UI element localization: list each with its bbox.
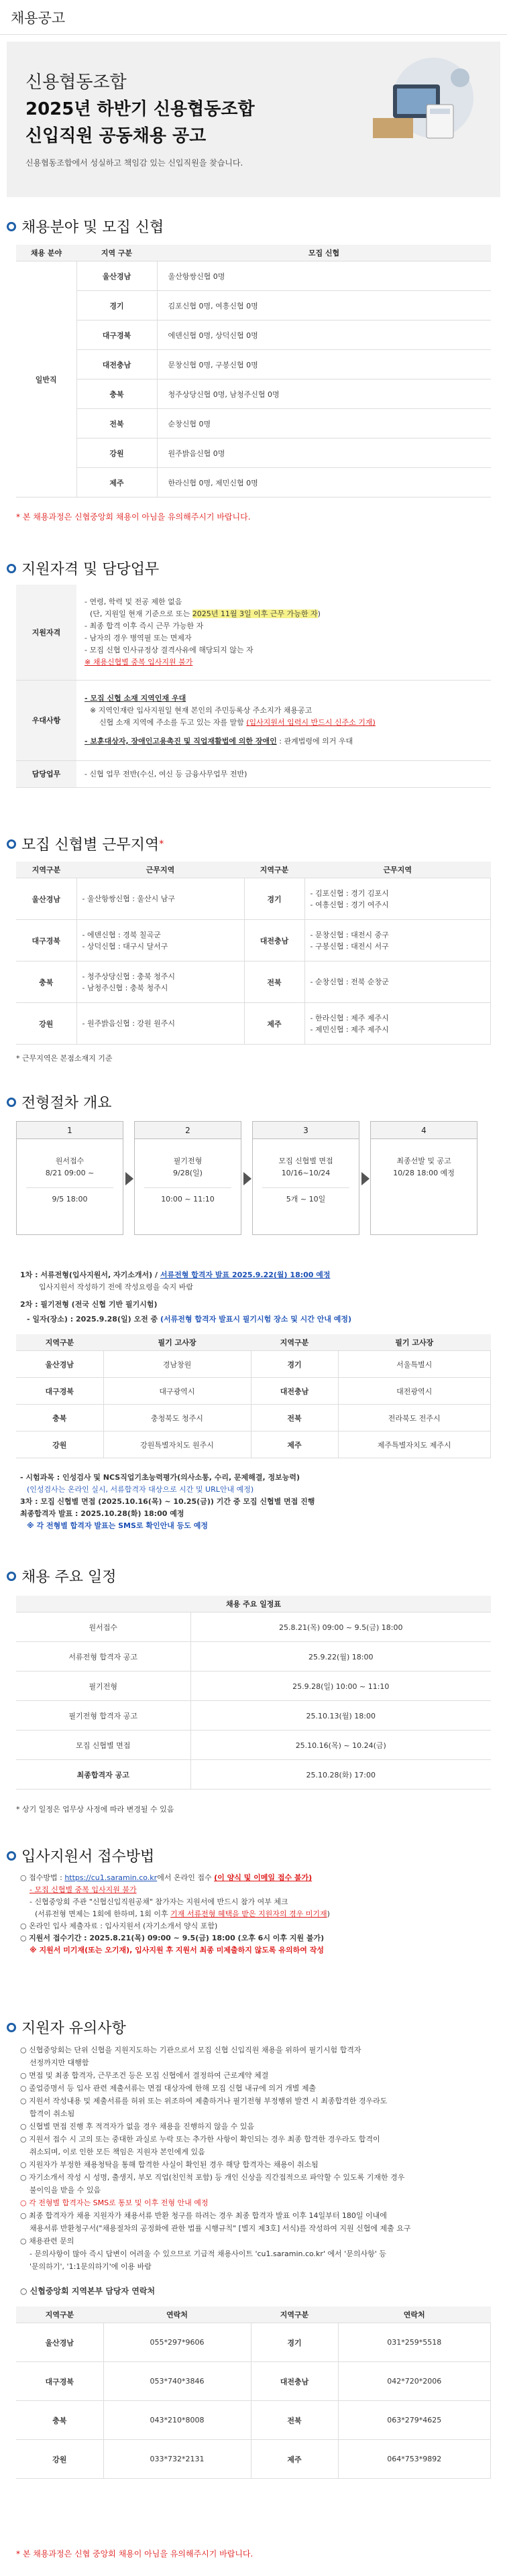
list-item: 채용서류 반환청구서("채용절차의 공정화에 관한 법률 시행규칙" [별지 제3호] 서식)를 작성하여 지원 신협에 제출 요구	[30, 2224, 411, 2233]
hero-desc: 신용협동조합에서 성실하고 책임감 있는 신입직원을 찾습니다.	[25, 158, 243, 168]
contact-title: ○ 신협중앙회 지역본부 담당자 연락처	[20, 2286, 156, 2296]
section-bullet-icon	[7, 839, 16, 849]
step-number: 2	[135, 1122, 241, 1139]
section-title-notice: 지원자 유의사항	[7, 2017, 126, 2038]
hero-line1: 신용협동조합	[25, 72, 127, 93]
qualification-table: 지원자격 - 연령, 학력 및 전공 제한 없음 (단, 지원일 현재 기준으로 또는 2025년 11월 3일 이후 근무 가능한 자) - 최종 합격 이후 즉시 근무 가능한 자 - 남자의 경우 병역필 또는 면제자 - 모집 신협 인사규정상 결격사유에 해당되지 않는 자 ※ 채용신협별 중복 입사지원 불가 우대사항 - 모집 신협 소재 지역인재 우대 ※ 지역인재란 입사지원일 현재 본인의 주민등록상 주소지가 채용공고 신협 소재 지역에 주소를 두고 있는 자를 말함 (입사지원서 입력시 반드시 신주소 기재) - 보훈대상자, 장애인고용촉진 및 직업재활법에 의한 장애인 : 관계법령에 의거 우대 담당업무 - 신협 업무 전반(수신, 여신 등 금융사무업무 전반)	[16, 585, 491, 788]
table-row: 대구경북 053*740*3846 대전충남 042*720*2006	[16, 2362, 491, 2401]
sec7-note: * 본 채용과정은 신협 중앙회 채용이 아님을 유의해주시기 바랍니다.	[16, 2549, 253, 2559]
table-row: 대구경북 대구광역시 대전충남 대전광역시	[16, 1378, 491, 1405]
table-row: 충북 - 청주상당신협 : 충북 청주시 - 남청주신협 : 충북 청주시 전북 - 순창신협 : 전북 순창군	[16, 961, 491, 1003]
sec5-note: * 상기 일정은 업무상 사정에 따라 변경될 수 있음	[16, 1805, 174, 1814]
table-row: 경기 김포신협 0명, 여흥신협 0명	[16, 291, 491, 320]
table-row: 강원 033*732*2131 제주 064*753*9892	[16, 2440, 491, 2479]
list-item: ○ 지원서 작성내용 및 제출서류를 허위 또는 위조하여 제출하거나 필기전형 부정행위 발견 시 최종합격한 경우라도	[20, 2097, 388, 2105]
table-row: 모집 신협별 면접 25.10.16(목) ~ 10.24(금)	[16, 1731, 491, 1760]
table-row: 강원 강원특별자치도 원주시 제주 제주특별자치도 제주시	[16, 1431, 491, 1458]
section-bullet-icon	[7, 564, 16, 573]
office-illustration-icon	[346, 58, 480, 158]
list-item: 불이익을 받을 수 있음	[30, 2186, 101, 2194]
section-bullet-icon	[7, 2023, 16, 2032]
process-step: 2 필기전형 9/28(일) 10:00 ~ 11:10	[134, 1121, 241, 1235]
hero-line2: 2025년 하반기 신용협동조합	[25, 99, 255, 119]
table-row: 울산경남 055*297*9606 경기 031*259*5518	[16, 2323, 491, 2362]
exam-notes: - 시험과목 : 인성검사 및 NCS직업기초능력평가(의사소통, 수리, 문제해결, 정보능력) (인성검사는 온라인 실시, 서류합격자 대상으로 시간 및 URL안내 예정) 3차 : 모집 신협별 면접 (2025.10.16(목) ~ 10.25(금)) 기간 중 모집 신협별 면접 진행 최종합격자 발표 : 2025.10.28(화) 18:00 예정 ※ 각 전형별 합격자 발표는 SMS로 확인안내 등도 예정	[20, 1473, 315, 1530]
table-row: 최종합격자 공고 25.10.28(화) 17:00	[16, 1760, 491, 1790]
table-row: 충북 043*210*8008 전북 063*279*4625	[16, 2401, 491, 2440]
list-item: 선정까지만 대행함	[30, 2058, 89, 2067]
section-title-work-region: 모집 신협별 근무지역 *	[7, 833, 164, 854]
table-row: 대구경북 - 에덴신협 : 경북 칠곡군 - 상덕신협 : 대구시 달서구 대전충남 - 문창신협 : 대전시 중구 - 구봉신협 : 대전시 서구	[16, 920, 491, 961]
list-item: '문의하기', '1:1문의하기'에 이용 바람	[30, 2262, 152, 2271]
table-row: 제주 한라신협 0명, 제민신협 0명	[16, 468, 491, 497]
step-number: 4	[371, 1122, 477, 1139]
sec3-note: * 근무지역은 본점소재지 기준	[16, 1054, 113, 1063]
application-method: ○ 접수방법 : https://cu1.saramin.co.kr에서 온라인 접수 (이 양식 및 이메일 접수 불가) - 모집 신협별 중복 입사지원 불가 - 신협중앙회 주관 "신협신입직원공채" 참가자는 지원서에 반드시 참가 여부 체크 (서류전형 면제는 1회에 한하며, 1회 이후 기재 서류전형 혜택을 받은 지원자의 경우 미기재) ○ 온라인 입사 제출자료 : 입사지원서 (자기소개서 양식 포함) ○ 지원서 접수기간 : 2025.8.21(목) 09:00 ~ 9.5(금) 18:00 (오후 6시 이후 지원 불가) ※ 지원서 미기재(또는 오기재), 입사지원 후 지원서 최종 미제출하지 않도록 유의하여 작성	[20, 1873, 330, 1954]
table-row: 일반직 울산경남 울산항쌍신협 0명	[16, 261, 491, 291]
arrow-right-icon	[125, 1172, 133, 1185]
notice-list	[20, 2044, 496, 2273]
process-step: 1 원서접수 8/21 09:00 ~ 9/5 18:00	[16, 1121, 123, 1235]
work-region-table: 지역구분 근무지역 지역구분 근무지역 울산경남 - 울산항쌍신협 : 울산시 남구 경기 - 김포신협 : 경기 김포시 - 여흥신협 : 경기 여주시 대구경북 - 에덴신협 : 경북 칠곡군 - 상덕신협 : 대구시 달서구 대전충남 - 문창신협 : 대전시 중구 - 구봉신협 : 대전시 서구 충북 - 청주상당신협 : 충북 청주시 - 남청주신협 : 충북 청주시 전북 - 순창신협 : 전북 순창군 강원 - 원주밝음신협 : 강원 원주시 제주 - 한라신협 : 제주 제주시 - 제민신협 : 제주 제주시	[16, 862, 491, 1045]
field-cell: 일반직	[16, 261, 76, 497]
arrow-right-icon	[243, 1172, 251, 1185]
table-row: 대구경북 에덴신협 0명, 상덕신협 0명	[16, 320, 491, 350]
table-row: 대전충남 문창신협 0명, 구봉신협 0명	[16, 350, 491, 379]
table-row: 충북 충청북도 청주시 전북 전라북도 전주시	[16, 1405, 491, 1431]
list-item: ○ 자기소개서 작성 시 성명, 출생지, 부모 직업(친인척 포함) 등 개인 신상을 직간접적으로 파악할 수 있도록 기재한 경우	[20, 2173, 405, 2182]
process-step: 4 최종선발 및 공고 10/28 18:00 예정	[370, 1121, 477, 1235]
section-title-schedule: 채용 주요 일정	[7, 1566, 117, 1586]
section-title-qualification: 지원자격 및 담당업무	[7, 558, 159, 579]
table-row: 원서접수 25.8.21(목) 09:00 ~ 9.5(금) 18:00	[16, 1613, 491, 1642]
list-item: 합격이 취소됨	[30, 2109, 75, 2118]
section-title-process: 전형절차 개요	[7, 1092, 112, 1112]
list-item: 취소되며, 이로 인한 모든 책임은 지원자 본인에게 있음	[30, 2148, 205, 2156]
table-row: 서류전형 합격자 공고 25.9.22(월) 18:00	[16, 1642, 491, 1672]
recruit-field-table: 채용 분야 지역 구분 모집 신협 일반직 울산경남 울산항쌍신협 0명 경기 김포신협 0명, 여흥신협 0명 대구경북 에덴신협 0명, 상덕신협 0명 대전충남 문창신협 0명, 구봉신협 0명 충북 청주상당신협 0명, 남청주신협 0명 전북 순창신협 0명 강원 원주밝음신협 0명 제주 한라신협 0명, 제민신협 0명	[16, 245, 491, 497]
hero-banner	[7, 42, 500, 197]
schedule-table: 채용 주요 일정표 원서접수 25.8.21(목) 09:00 ~ 9.5(금) 18:00 서류전형 합격자 공고 25.9.22(월) 18:00 필기전형 25.9.28(일) 10:00 ~ 11:10 필기전형 합격자 공고 25.10.13(월) 18:00 모집 신협별 면접 25.10.16(목) ~ 10.24(금) 최종합격자 공고 25.10.28(화) 17:00	[16, 1596, 491, 1790]
arrow-right-icon	[361, 1172, 370, 1185]
list-item: ○ 최종 합격자가 채용 지원자가 채용서류 반환 청구를 하려는 경우 최종 합격자 발표 이후 14일부터 180일 이내에	[20, 2211, 387, 2220]
section-bullet-icon	[7, 222, 16, 231]
list-item: ○ 지원자가 부정한 채용청탁을 통해 합격한 사실이 확인된 경우 해당 합격자는 채용이 취소됨	[20, 2160, 319, 2169]
table-row: 울산경남 경남창원 경기 서울특별시	[16, 1351, 491, 1378]
process-notes: 1차 : 서류전형(입사지원서, 자기소개서) / 서류전형 합격자 발표 2025.9.22(월) 18:00 예정 입사지원서 작성하기 전에 작성요령을 숙지 바람 2차 : 필기전형 (전국 신협 기반 필기시험) - 일자(장소) : 2025.9.28(일) 오전 중 (서류전형 합격자 발표시 필기시험 장소 및 시간 안내 예정)	[20, 1271, 352, 1324]
saramin-link[interactable]: https://cu1.saramin.co.kr	[64, 1873, 158, 1882]
table-row: 전북 순창신협 0명	[16, 409, 491, 438]
section-title-application: 입사지원서 접수방법	[7, 1845, 154, 1866]
section-bullet-icon	[7, 1572, 16, 1581]
hero-line3: 신입직원 공동채용 공고	[25, 126, 207, 146]
table-row: 울산경남 - 울산항쌍신협 : 울산시 남구 경기 - 김포신협 : 경기 김포시 - 여흥신협 : 경기 여주시	[16, 878, 491, 920]
section-bullet-icon	[7, 1851, 16, 1861]
section-title-recruit-field: 채용분야 및 모집 신협	[7, 216, 164, 237]
list-item: ○ 면접 및 최종 합격자, 근무조건 등은 모집 신협에서 결정하여 근로계약 체결	[20, 2071, 269, 2080]
contact-table: 지역구분 연락처 지역구분 연락처 울산경남 055*297*9606 경기 031*259*5518 대구경북 053*740*3846 대전충남 042*720*2006 충북 043*210*8008 전북 063*279*4625 강원 033*732*2131 제주 064*753*9892	[16, 2306, 491, 2479]
page-title: 채용공고	[11, 9, 66, 26]
list-item: ○ 졸업증명서 등 입사 관련 제출서류는 면접 대상자에 한해 모집 신협 내규에 의거 개별 제출	[20, 2084, 317, 2093]
list-item: ○ 지원서 접수 시 고의 또는 중대한 과실로 누락 또는 추가한 사항이 확인되는 경우 최종 합격한 경우라도 합격이	[20, 2135, 380, 2144]
list-item: ○ 채용관련 문의	[20, 2237, 74, 2245]
table-row: 필기전형 25.9.28(일) 10:00 ~ 11:10	[16, 1672, 491, 1701]
list-item: ○ 신협중앙회는 단위 신협을 지원지도하는 기관으로서 모집 신협 신입직원 채용을 위하여 필기시험 합격자	[20, 2046, 361, 2054]
list-item: ○ 신협별 면접 진행 후 적격자가 없을 경우 채용을 진행하지 않을 수 있음	[20, 2122, 255, 2131]
exam-venue-table: 지역구분 필기 고사장 지역구분 필기 고사장 울산경남 경남창원 경기 서울특별시 대구경북 대구광역시 대전충남 대전광역시 충북 충청북도 청주시 전북 전라북도 전주시 강원 강원특별자치도 원주시 제주 제주특별자치도 제주시	[16, 1334, 491, 1458]
page-header	[0, 0, 507, 35]
table-row: 충북 청주상당신협 0명, 남청주신협 0명	[16, 379, 491, 409]
table-row: 강원 원주밝음신협 0명	[16, 438, 491, 468]
list-item: ○ 각 전형별 합격자는 SMS로 통보 및 이후 전형 안내 예정	[20, 2199, 209, 2207]
table-row: 필기전형 합격자 공고 25.10.13(월) 18:00	[16, 1701, 491, 1731]
sec1-note: * 본 채용과정은 신협중앙회 채용이 아님을 유의해주시기 바랍니다.	[16, 512, 251, 522]
section-bullet-icon	[7, 1098, 16, 1107]
process-step: 3 모집 신협별 면접 10/16~10/24 5개 ~ 10일	[252, 1121, 359, 1235]
step-number: 3	[253, 1122, 359, 1139]
list-item: - 문의사항이 많아 즉시 답변이 어려울 수 있으므로 기급적 채용사이트 'cu1.saramin.co.kr' 에서 '문의사항' 등	[30, 2249, 386, 2258]
step-number: 1	[17, 1122, 123, 1139]
table-row: 강원 - 원주밝음신협 : 강원 원주시 제주 - 한라신협 : 제주 제주시 - 제민신협 : 제주 제주시	[16, 1003, 491, 1045]
